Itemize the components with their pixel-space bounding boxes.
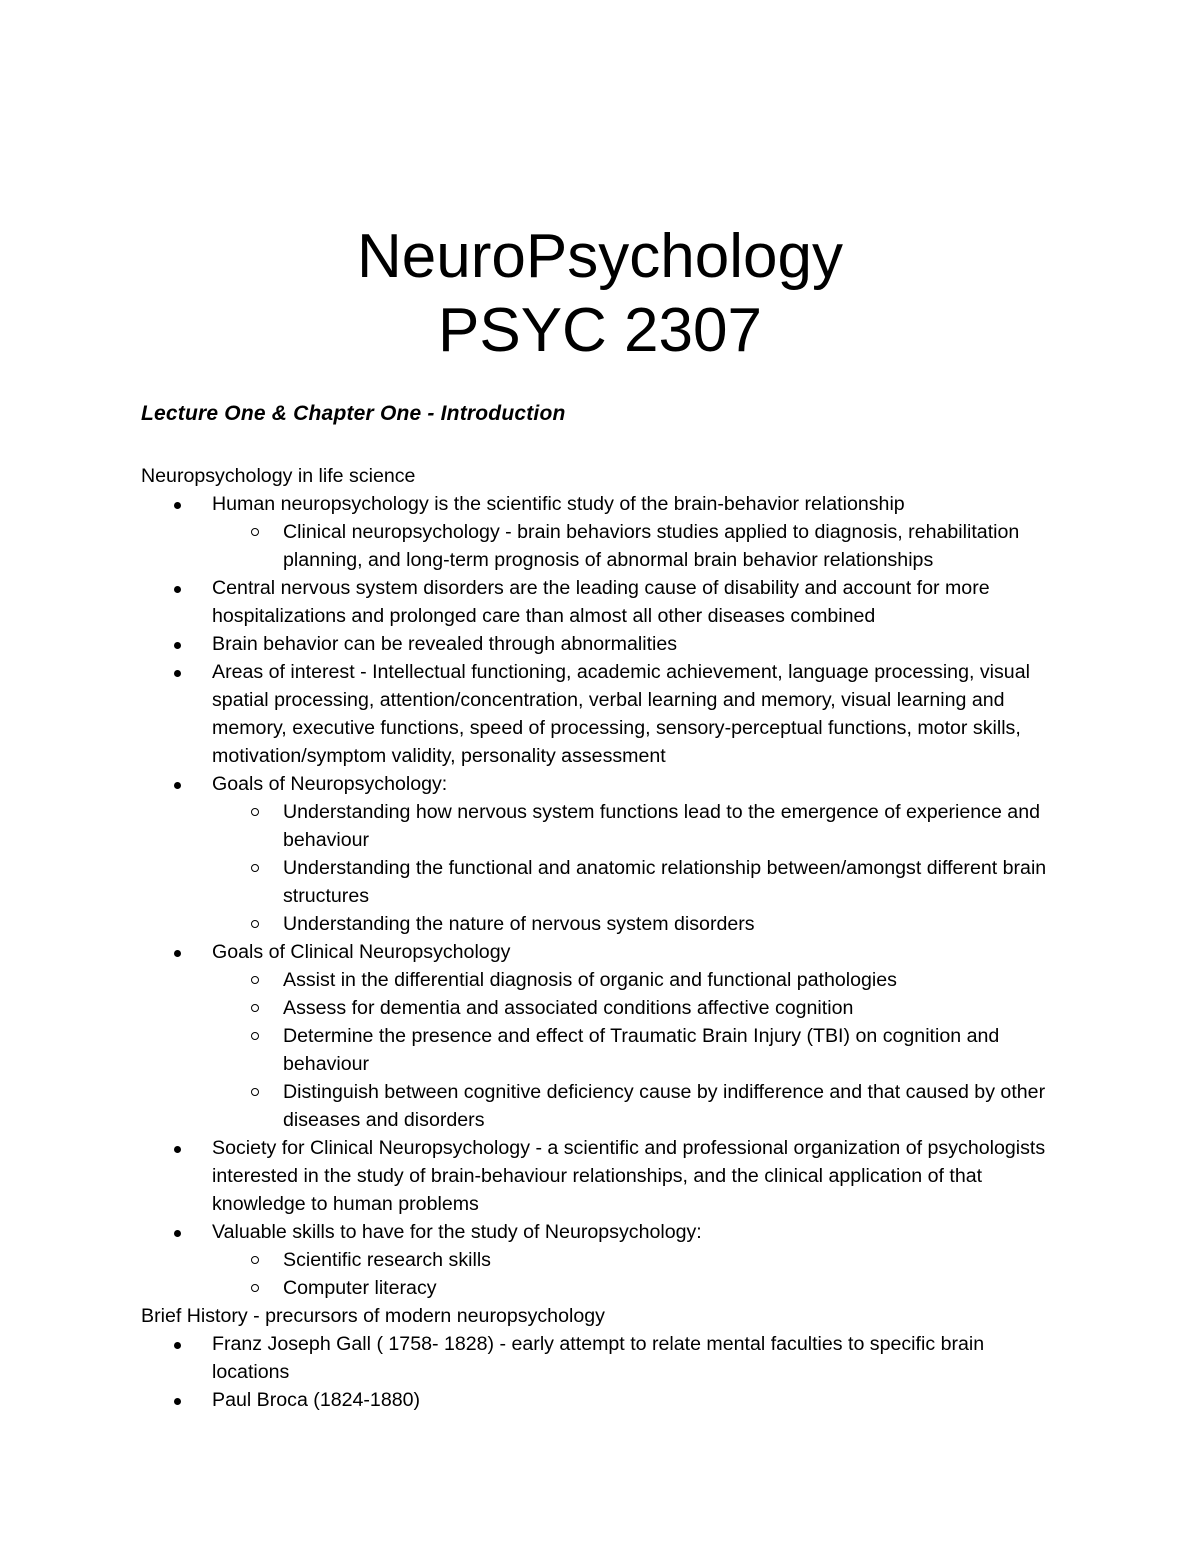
sub-list-item-text: Assess for dementia and associated conditions affective cognition [283, 997, 854, 1019]
sub-list-item [212, 1274, 1061, 1302]
bullet-icon [174, 586, 181, 593]
document-body [141, 462, 1061, 1414]
list-item [141, 938, 1061, 1134]
sub-list-item [212, 518, 1061, 574]
sub-list-item-text: Clinical neuropsychology - brain behaviors studies applied to diagnosis, rehabilitation planning, and long-term prognosis of abnormal brain behavior relationships [283, 521, 1020, 571]
sub-list-item [212, 854, 1061, 910]
sub-bullet-list [141, 518, 1061, 574]
bullet-icon [174, 1230, 181, 1237]
bullet-icon [174, 502, 181, 509]
document-title: NeuroPsychology [357, 222, 843, 291]
hollow-bullet-icon [251, 1284, 259, 1292]
list-item-text: Valuable skills to have for the study of Neuropsychology: [212, 1221, 702, 1243]
list-item-text: Franz Joseph Gall ( 1758- 1828) - early attempt to relate mental faculties to specific brain locations [212, 1333, 985, 1383]
list-item-text: Goals of Clinical Neuropsychology [212, 941, 511, 963]
sub-list-item [212, 910, 1061, 938]
list-item [141, 770, 1061, 938]
sub-list-item-text: Distinguish between cognitive deficiency cause by indifference and that caused by other diseases and disorders [283, 1081, 1046, 1131]
list-item-text: Areas of interest - Intellectual functioning, academic achievement, language processing, visual spatial processing, attention/concentration, verbal learning and memory, visual learning and memory, executive functions, speed of processing, sensory-perceptual functions, motor skills, motivation/symptom validity, personality assessment [212, 661, 1030, 767]
bullet-icon [174, 782, 181, 789]
list-item-text: Brain behavior can be revealed through abnormalities [212, 633, 678, 655]
bullet-list [141, 1330, 1061, 1414]
hollow-bullet-icon [251, 864, 259, 872]
list-item [141, 574, 1061, 630]
sub-bullet-list [141, 798, 1061, 938]
list-item [141, 1134, 1061, 1218]
sub-list-item-text: Assist in the differential diagnosis of organic and functional pathologies [283, 969, 897, 991]
bullet-list [141, 490, 1061, 1302]
list-item-text: Human neuropsychology is the scientific study of the brain-behavior relationship [212, 493, 905, 515]
sub-list-item [212, 1078, 1061, 1134]
sub-list-item-text: Understanding the functional and anatomic relationship between/amongst different brain structures [283, 857, 1047, 907]
list-item [141, 1330, 1061, 1386]
section-heading: Neuropsychology in life science [141, 465, 416, 487]
document-title-block [0, 220, 1200, 368]
section-heading: Brief History - precursors of modern neuropsychology [141, 1305, 605, 1327]
sub-list-item-text: Understanding the nature of nervous system disorders [283, 913, 755, 935]
sub-list-item [212, 1246, 1061, 1274]
bullet-icon [174, 1342, 181, 1349]
list-item [141, 1218, 1061, 1302]
hollow-bullet-icon [251, 1032, 259, 1040]
sub-bullet-list [141, 966, 1061, 1134]
course-code: PSYC 2307 [438, 296, 762, 365]
hollow-bullet-icon [251, 1088, 259, 1096]
sub-list-item [212, 966, 1061, 994]
bullet-icon [174, 1398, 181, 1405]
sub-list-item [212, 994, 1061, 1022]
bullet-icon [174, 670, 181, 677]
sub-list-item-text: Determine the presence and effect of Traumatic Brain Injury (TBI) on cognition and behaviour [283, 1025, 1000, 1075]
hollow-bullet-icon [251, 528, 259, 536]
list-item [141, 490, 1061, 574]
list-item-text: Central nervous system disorders are the leading cause of disability and account for more hospitalizations and prolonged care than almost all other diseases combined [212, 577, 990, 627]
hollow-bullet-icon [251, 1256, 259, 1264]
list-item-text: Paul Broca (1824-1880) [212, 1389, 421, 1411]
list-item [141, 630, 1061, 658]
bullet-icon [174, 950, 181, 957]
list-item-text: Goals of Neuropsychology: [212, 773, 448, 795]
list-item [141, 1386, 1061, 1414]
hollow-bullet-icon [251, 808, 259, 816]
bullet-icon [174, 642, 181, 649]
hollow-bullet-icon [251, 976, 259, 984]
sub-list-item-text: Computer literacy [283, 1277, 437, 1299]
sub-list-item [212, 1022, 1061, 1078]
sub-list-item-text: Understanding how nervous system functions lead to the emergence of experience and behaviour [283, 801, 1040, 851]
bullet-icon [174, 1146, 181, 1153]
hollow-bullet-icon [251, 920, 259, 928]
lecture-heading: Lecture One & Chapter One - Introduction [141, 402, 566, 425]
hollow-bullet-icon [251, 1004, 259, 1012]
sub-bullet-list [141, 1246, 1061, 1302]
list-item-text: Society for Clinical Neuropsychology - a scientific and professional organization of psychologists interested in the study of brain-behaviour relationships, and the clinical application of that knowledge to human problems [212, 1137, 1046, 1215]
list-item [141, 658, 1061, 770]
sub-list-item-text: Scientific research skills [283, 1249, 491, 1271]
sub-list-item [212, 798, 1061, 854]
